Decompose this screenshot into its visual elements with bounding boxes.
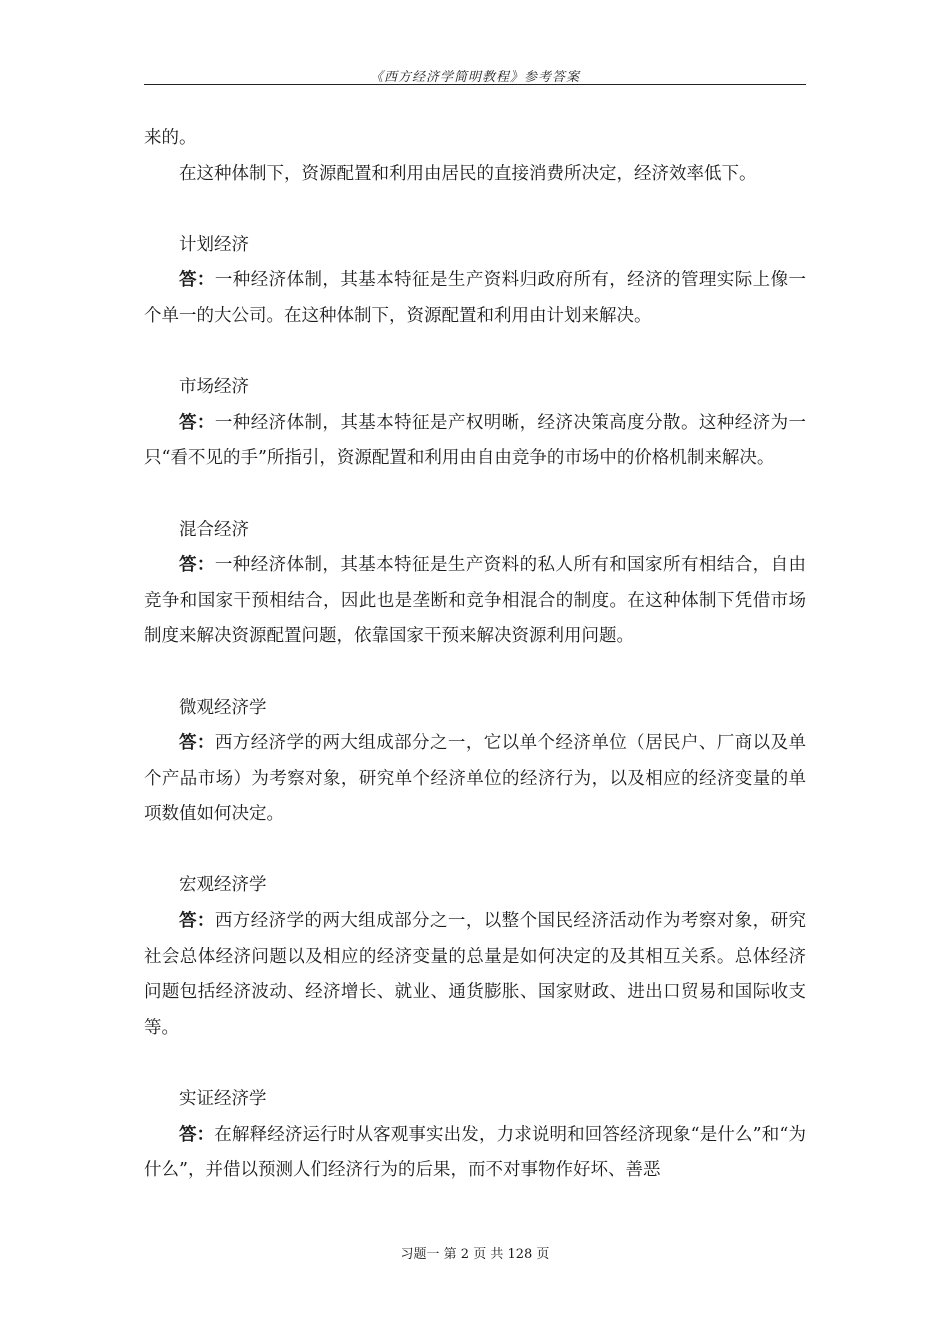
- answer-paragraph: [144, 1118, 806, 1189]
- answer-label: 答：: [179, 1124, 215, 1145]
- term-heading: 计划经济: [179, 234, 249, 255]
- term-heading: 混合经济: [179, 519, 249, 540]
- page-footer: 习题一 第 2 页 共 128 页: [400, 1247, 550, 1262]
- answer-text: 在解释经济运行时从客观事实出发，力求说明和回答经济现象“是什么”和“为什么”，并借以预测人们经济行为的后果，而不对事物作好坏、善恶: [144, 1124, 807, 1181]
- intro-paragraph: 在这种体制下，资源配置和利用由居民的直接消费所决定，经济效率低下。: [179, 163, 757, 184]
- answer-label: 答：: [179, 270, 215, 291]
- running-header: 《西方经济学简明教程》参考答案: [369, 70, 580, 85]
- answer-text: 西方经济学的两大组成部分之一，它以单个经济单位（居民户、厂商以及单个产品市场）为考察对象，研究单个经济单位的经济行为，以及相应的经济变量的单项数值如何决定。: [144, 733, 807, 825]
- answer-paragraph: [144, 406, 806, 477]
- answer-text: 一种经济体制，其基本特征是产权明晰，经济决策高度分散。这种经济为一只“看不见的手”所指引，资源配置和利用由自由竞争的市场中的价格机制来解决。: [144, 412, 807, 469]
- term-heading: 宏观经济学: [179, 875, 267, 896]
- answer-label: 答：: [179, 412, 215, 433]
- answer-text: 西方经济学的两大组成部分之一，以整个国民经济活动作为考察对象，研究社会总体经济问题以及相应的经济变量的总量是如何决定的及其相互关系。总体经济问题包括经济波动、经济增长、就业、通货膨胀、国家财政、进出口贸易和国际收支等。: [144, 911, 807, 1038]
- answer-paragraph: [144, 726, 806, 833]
- answer-text: 一种经济体制，其基本特征是生产资料归政府所有，经济的管理实际上像一个单一的大公司。在这种体制下，资源配置和利用由计划来解决。: [144, 270, 807, 326]
- intro-continuation: 来的。: [144, 128, 197, 148]
- term-heading: 实证经济学: [179, 1089, 267, 1110]
- answer-label: 答：: [179, 911, 215, 932]
- answer-paragraph: [144, 263, 806, 334]
- term-heading: 市场经济: [179, 377, 249, 398]
- term-heading: 微观经济学: [179, 697, 267, 718]
- header-rule: [144, 84, 806, 85]
- page-body: [144, 121, 806, 1189]
- answer-label: 答：: [179, 555, 215, 576]
- answer-paragraph: [144, 904, 806, 1046]
- answer-paragraph: [144, 548, 806, 655]
- answer-label: 答：: [179, 733, 215, 754]
- answer-text: 一种经济体制，其基本特征是生产资料的私人所有和国家所有相结合，自由竞争和国家干预相结合，因此也是垄断和竞争相混合的制度。在这种体制下凭借市场制度来解决资源配置问题，依靠国家干预来解决资源利用问题。: [144, 555, 807, 647]
